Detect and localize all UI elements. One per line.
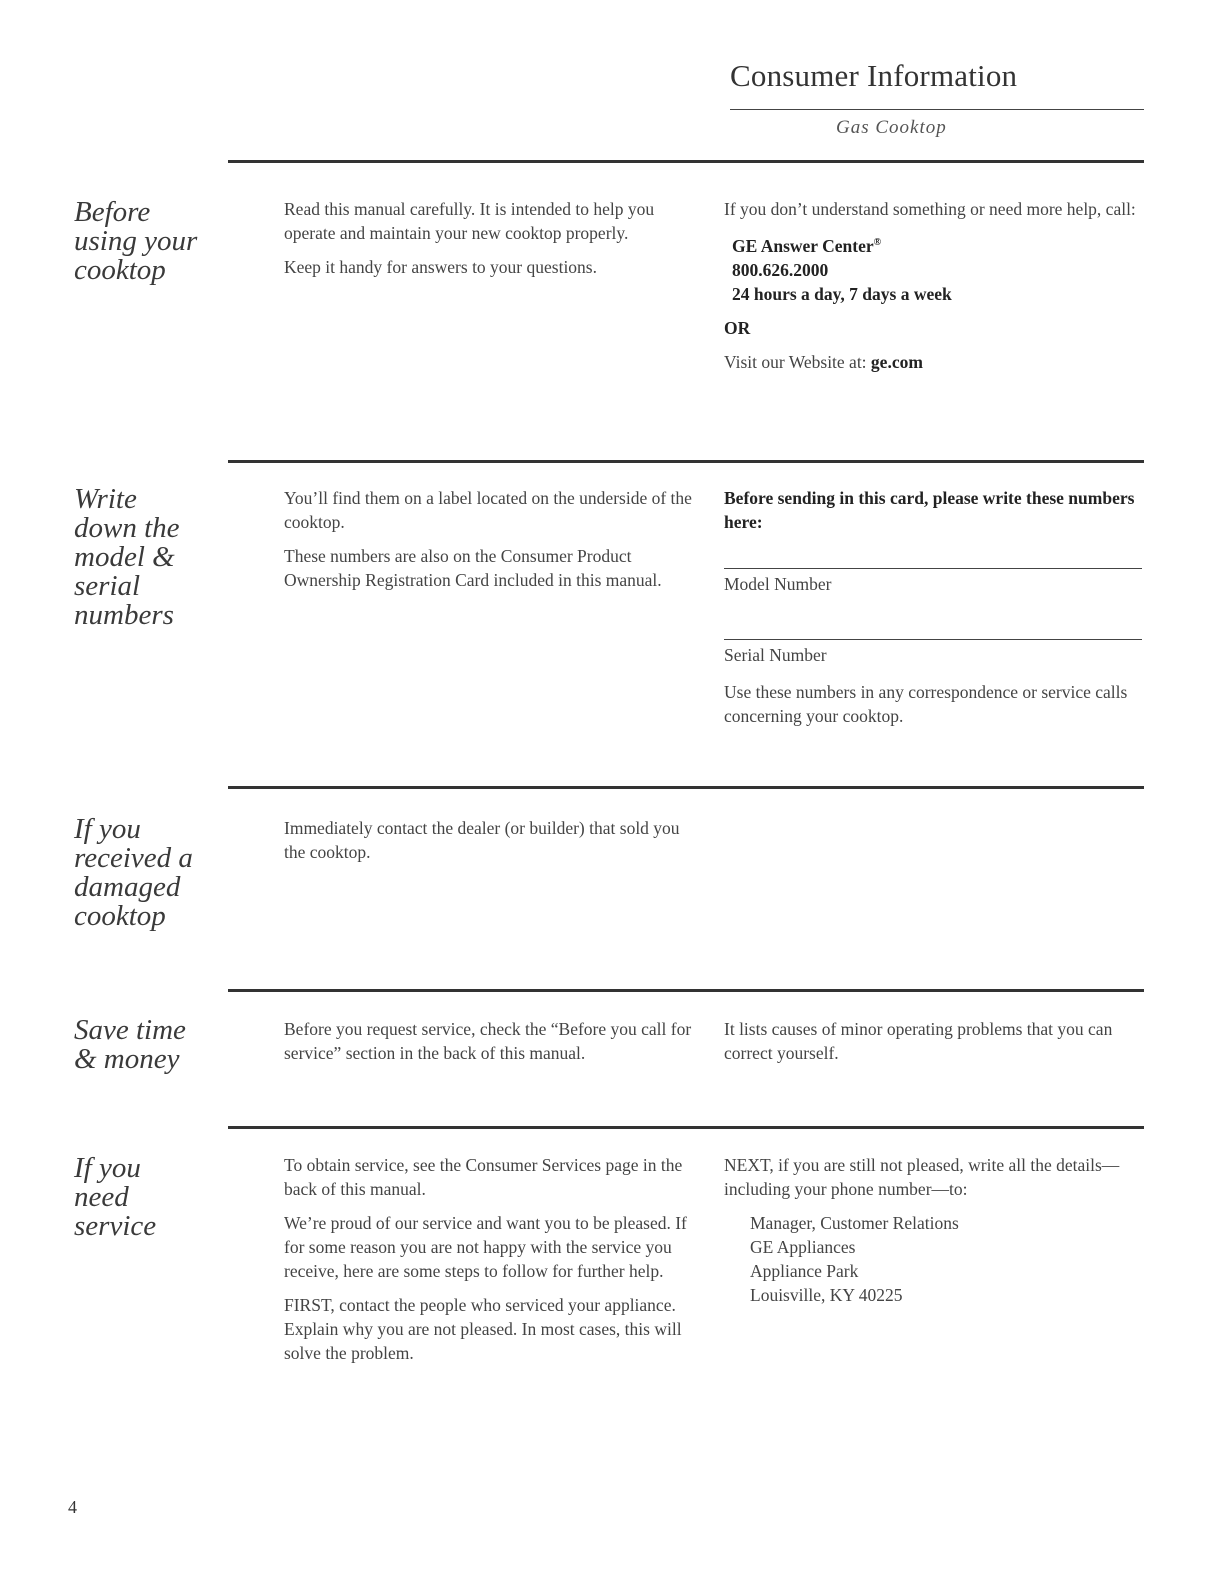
page-number: 4 <box>68 1497 77 1517</box>
section-heading-before-using: Before using your cooktop <box>74 196 198 286</box>
section-divider <box>228 160 1144 163</box>
or-text: OR <box>724 317 751 338</box>
title-rule <box>730 109 1144 110</box>
website-line: Visit our Website at: ge.com <box>724 351 923 372</box>
section-divider <box>228 989 1144 992</box>
page-subtitle: Gas Cooktop <box>836 117 947 138</box>
section-heading-write-down: Write down the model & serial numbers <box>74 483 180 631</box>
section-left-text: Read this manual carefully. It is intended to help you operate and maintain your new cooktop properly. Keep it handy for answers to your questions. <box>284 199 655 277</box>
page-title: Consumer Information <box>730 58 1018 93</box>
section-left-text: To obtain service, see the Consumer Services page in the back of this manual. We’re proud of our service and want you to be pleased. If for some reason you are not happy with the service you receive, here are some steps to follow for further help. FIRST, contact the people who serviced your appliance. Explain why you are not pleased. In most cases, this will solve the problem. <box>284 1155 687 1363</box>
numbers-usage-note: Use these numbers in any correspondence or service calls concerning your cooktop. <box>724 682 1128 726</box>
section-left-text: Before you request service, check the “Before you call for service” section in the back of this manual. <box>284 1019 692 1063</box>
section-right-text <box>724 197 1144 374</box>
section-divider <box>228 460 1144 463</box>
website-link[interactable]: ge.com <box>870 351 923 372</box>
section-left-text: Immediately contact the dealer (or builder) that sold you the cooktop. <box>284 818 680 862</box>
phone-number: 800.626.2000 <box>732 259 829 280</box>
model-number-line[interactable] <box>724 568 1142 569</box>
serial-number-line[interactable] <box>724 639 1142 640</box>
section-heading-damaged: If you received a damaged cooktop <box>74 813 193 932</box>
mailing-address: Manager, Customer Relations GE Appliances Appliance Park Louisville, KY 40225 <box>750 1213 959 1305</box>
section-left-text: You’ll find them on a label located on the underside of the cooktop. These numbers are also on the Consumer Product Ownership Registration Card included in this manual. <box>284 488 692 590</box>
write-numbers-instruction: Before sending in this card, please write these numbers here: <box>724 488 1135 532</box>
section-heading-save-time: Save time & money <box>74 1014 186 1075</box>
model-number-label: Model Number <box>724 574 832 594</box>
section-right-text: NEXT, if you are still not pleased, write all the details—including your phone number—to: Manager, Customer Relations GE Appliances Appliance Park Louisville, KY 40225 <box>724 1153 1144 1307</box>
section-divider <box>228 1126 1144 1129</box>
hours-text: 24 hours a day, 7 days a week <box>732 283 952 304</box>
section-heading-need-service: If you need service <box>74 1152 157 1242</box>
section-divider <box>228 786 1144 789</box>
serial-number-label: Serial Number <box>724 645 827 665</box>
answer-center: GE Answer Center® 800.626.2000 24 hours a day, 7 days a week <box>724 231 1144 306</box>
section-right-text: It lists causes of minor operating problems that you can correct yourself. <box>724 1019 1113 1063</box>
help-intro: If you don’t understand something or need more help, call: <box>724 199 1136 219</box>
